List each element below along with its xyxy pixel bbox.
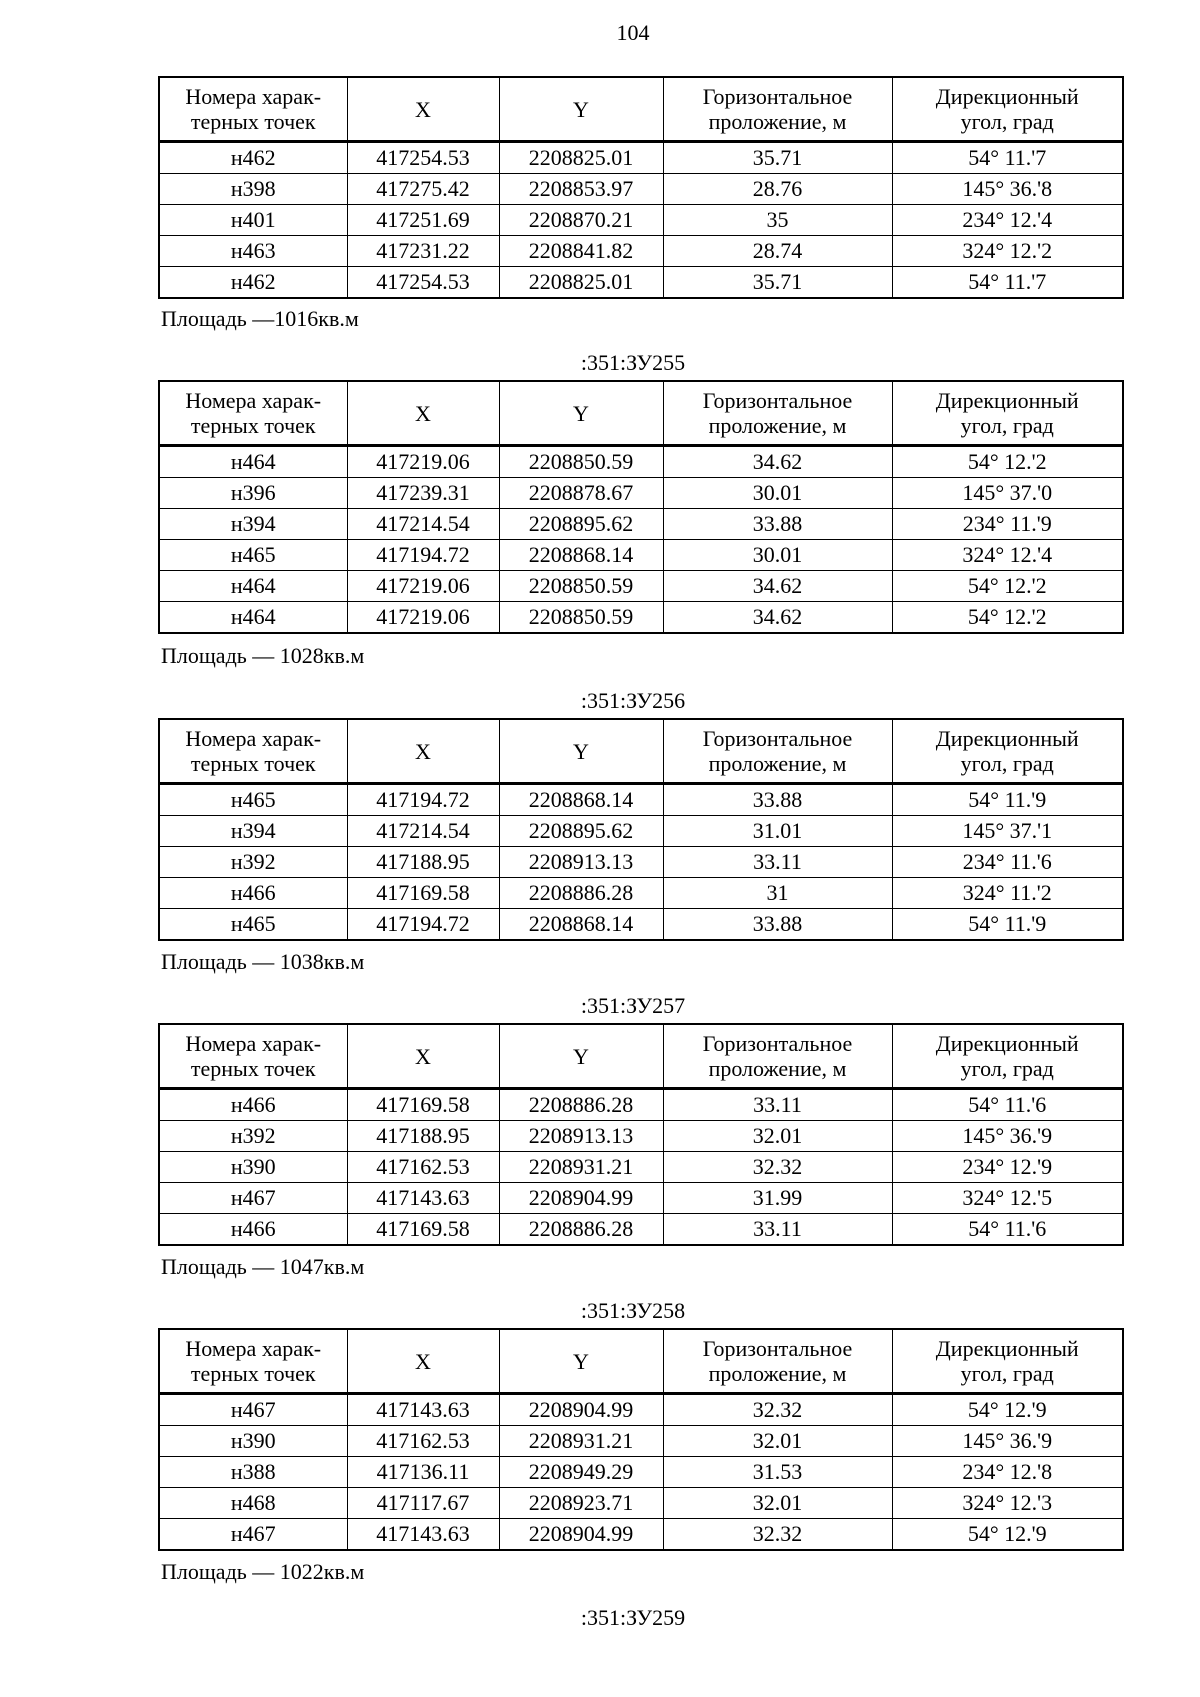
angle-cell: 54° 11.'6 — [892, 1089, 1123, 1121]
x-cell: 417239.31 — [347, 478, 499, 509]
point-id-cell: н396 — [159, 478, 347, 509]
y-cell: 2208850.59 — [499, 602, 663, 634]
angle-cell: 54° 11.'6 — [892, 1214, 1123, 1246]
header-x: X — [347, 381, 499, 446]
distance-cell: 28.74 — [663, 236, 892, 267]
header-points: Номера харак- терных точек — [159, 77, 347, 142]
header-row — [159, 381, 1123, 446]
angle-cell: 145° 37.'0 — [892, 478, 1123, 509]
coordinates-table — [158, 718, 1124, 941]
x-cell: 417214.54 — [347, 509, 499, 540]
x-cell: 417188.95 — [347, 847, 499, 878]
coordinates-table — [158, 76, 1124, 299]
header-row — [159, 1329, 1123, 1394]
header-row — [159, 77, 1123, 142]
point-id-cell: н467 — [159, 1519, 347, 1551]
coordinates-table — [158, 380, 1124, 634]
x-cell: 417251.69 — [347, 205, 499, 236]
table-row — [159, 602, 1123, 634]
y-cell: 2208850.59 — [499, 446, 663, 478]
angle-cell: 234° 12.'9 — [892, 1152, 1123, 1183]
angle-cell: 145° 37.'1 — [892, 816, 1123, 847]
header-distance: Горизонтальное проложение, м — [663, 719, 892, 784]
y-cell: 2208923.71 — [499, 1488, 663, 1519]
x-cell: 417136.11 — [347, 1457, 499, 1488]
table-row — [159, 784, 1123, 816]
point-id-cell: н388 — [159, 1457, 347, 1488]
header-y: Y — [499, 1024, 663, 1089]
point-id-cell: н467 — [159, 1183, 347, 1214]
y-cell: 2208850.59 — [499, 571, 663, 602]
coordinates-table — [158, 1023, 1124, 1246]
distance-cell: 30.01 — [663, 540, 892, 571]
x-cell: 417254.53 — [347, 142, 499, 174]
angle-cell: 54° 11.'9 — [892, 909, 1123, 941]
distance-cell: 33.11 — [663, 1214, 892, 1246]
x-cell: 417219.06 — [347, 602, 499, 634]
distance-cell: 33.88 — [663, 784, 892, 816]
x-cell: 417194.72 — [347, 784, 499, 816]
area-label: Площадь —1016кв.м — [161, 306, 359, 331]
plot-title: :351:ЗУ255 — [580, 350, 686, 375]
header-angle: Дирекционный угол, град — [892, 77, 1123, 142]
page-number: 104 — [616, 20, 650, 45]
point-id-cell: н462 — [159, 267, 347, 299]
header-x: X — [347, 1329, 499, 1394]
table-row — [159, 236, 1123, 267]
x-cell: 417275.42 — [347, 174, 499, 205]
y-cell: 2208825.01 — [499, 142, 663, 174]
x-cell: 417214.54 — [347, 816, 499, 847]
angle-cell: 54° 12.'2 — [892, 446, 1123, 478]
point-id-cell: н466 — [159, 878, 347, 909]
table-row — [159, 1214, 1123, 1246]
point-id-cell: н463 — [159, 236, 347, 267]
x-cell: 417143.63 — [347, 1183, 499, 1214]
header-distance: Горизонтальное проложение, м — [663, 1329, 892, 1394]
x-cell: 417194.72 — [347, 540, 499, 571]
y-cell: 2208931.21 — [499, 1426, 663, 1457]
angle-cell: 234° 11.'6 — [892, 847, 1123, 878]
y-cell: 2208886.28 — [499, 1089, 663, 1121]
x-cell: 417194.72 — [347, 909, 499, 941]
table-row — [159, 509, 1123, 540]
coords-section — [158, 76, 1122, 299]
angle-cell: 324° 12.'3 — [892, 1488, 1123, 1519]
point-id-cell: н468 — [159, 1488, 347, 1519]
table-row — [159, 540, 1123, 571]
point-id-cell: н390 — [159, 1152, 347, 1183]
header-x: X — [347, 1024, 499, 1089]
y-cell: 2208895.62 — [499, 509, 663, 540]
table-row — [159, 142, 1123, 174]
y-cell: 2208870.21 — [499, 205, 663, 236]
point-id-cell: н465 — [159, 784, 347, 816]
y-cell: 2208886.28 — [499, 878, 663, 909]
distance-cell: 33.88 — [663, 509, 892, 540]
table-row — [159, 1457, 1123, 1488]
x-cell: 417188.95 — [347, 1121, 499, 1152]
angle-cell: 324° 12.'4 — [892, 540, 1123, 571]
x-cell: 417117.67 — [347, 1488, 499, 1519]
x-cell: 417162.53 — [347, 1426, 499, 1457]
angle-cell: 234° 12.'8 — [892, 1457, 1123, 1488]
distance-cell: 34.62 — [663, 446, 892, 478]
table-row — [159, 1394, 1123, 1426]
header-y: Y — [499, 77, 663, 142]
distance-cell: 32.01 — [663, 1121, 892, 1152]
table-row — [159, 446, 1123, 478]
distance-cell: 33.88 — [663, 909, 892, 941]
point-id-cell: н390 — [159, 1426, 347, 1457]
header-angle: Дирекционный угол, град — [892, 719, 1123, 784]
point-id-cell: н401 — [159, 205, 347, 236]
area-label: Площадь — 1038кв.м — [161, 949, 365, 974]
distance-cell: 33.11 — [663, 847, 892, 878]
table-row — [159, 571, 1123, 602]
header-x: X — [347, 719, 499, 784]
point-id-cell: н392 — [159, 1121, 347, 1152]
angle-cell: 54° 11.'7 — [892, 267, 1123, 299]
table-row — [159, 816, 1123, 847]
coords-section — [158, 1023, 1122, 1246]
table-row — [159, 174, 1123, 205]
point-id-cell: н464 — [159, 446, 347, 478]
table-row — [159, 909, 1123, 941]
angle-cell: 145° 36.'9 — [892, 1121, 1123, 1152]
x-cell: 417219.06 — [347, 571, 499, 602]
angle-cell: 54° 12.'2 — [892, 571, 1123, 602]
y-cell: 2208825.01 — [499, 267, 663, 299]
distance-cell: 32.01 — [663, 1488, 892, 1519]
table-row — [159, 1519, 1123, 1551]
header-y: Y — [499, 381, 663, 446]
plot-title: :351:ЗУ256 — [580, 688, 686, 713]
point-id-cell: н464 — [159, 571, 347, 602]
y-cell: 2208913.13 — [499, 1121, 663, 1152]
point-id-cell: н394 — [159, 509, 347, 540]
y-cell: 2208895.62 — [499, 816, 663, 847]
header-angle: Дирекционный угол, град — [892, 1329, 1123, 1394]
angle-cell: 324° 11.'2 — [892, 878, 1123, 909]
y-cell: 2208886.28 — [499, 1214, 663, 1246]
x-cell: 417231.22 — [347, 236, 499, 267]
y-cell: 2208904.99 — [499, 1394, 663, 1426]
area-label: Площадь — 1047кв.м — [161, 1254, 365, 1279]
area-label: Площадь — 1022кв.м — [161, 1559, 365, 1584]
distance-cell: 31.01 — [663, 816, 892, 847]
point-id-cell: н465 — [159, 540, 347, 571]
header-angle: Дирекционный угол, град — [892, 381, 1123, 446]
point-id-cell: н464 — [159, 602, 347, 634]
header-row — [159, 1024, 1123, 1089]
plot-title: :351:ЗУ259 — [580, 1605, 686, 1630]
point-id-cell: н392 — [159, 847, 347, 878]
header-distance: Горизонтальное проложение, м — [663, 381, 892, 446]
coords-section — [158, 718, 1122, 941]
point-id-cell: н467 — [159, 1394, 347, 1426]
x-cell: 417254.53 — [347, 267, 499, 299]
y-cell: 2208868.14 — [499, 784, 663, 816]
angle-cell: 54° 12.'2 — [892, 602, 1123, 634]
x-cell: 417169.58 — [347, 1214, 499, 1246]
table-row — [159, 1488, 1123, 1519]
table-row — [159, 478, 1123, 509]
angle-cell: 54° 12.'9 — [892, 1394, 1123, 1426]
distance-cell: 31.53 — [663, 1457, 892, 1488]
table-row — [159, 1121, 1123, 1152]
angle-cell: 234° 11.'9 — [892, 509, 1123, 540]
table-row — [159, 1089, 1123, 1121]
angle-cell: 145° 36.'8 — [892, 174, 1123, 205]
distance-cell: 32.32 — [663, 1394, 892, 1426]
table-row — [159, 1183, 1123, 1214]
header-points: Номера харак- терных точек — [159, 1024, 347, 1089]
distance-cell: 35.71 — [663, 267, 892, 299]
y-cell: 2208868.14 — [499, 540, 663, 571]
table-row — [159, 1152, 1123, 1183]
distance-cell: 32.32 — [663, 1152, 892, 1183]
header-x: X — [347, 77, 499, 142]
angle-cell: 324° 12.'5 — [892, 1183, 1123, 1214]
point-id-cell: н462 — [159, 142, 347, 174]
x-cell: 417219.06 — [347, 446, 499, 478]
point-id-cell: н465 — [159, 909, 347, 941]
header-angle: Дирекционный угол, град — [892, 1024, 1123, 1089]
y-cell: 2208904.99 — [499, 1183, 663, 1214]
table-row — [159, 267, 1123, 299]
distance-cell: 34.62 — [663, 602, 892, 634]
header-distance: Горизонтальное проложение, м — [663, 1024, 892, 1089]
plot-title: :351:ЗУ258 — [580, 1298, 686, 1323]
distance-cell: 32.01 — [663, 1426, 892, 1457]
x-cell: 417169.58 — [347, 878, 499, 909]
header-points: Номера харак- терных точек — [159, 1329, 347, 1394]
distance-cell: 31.99 — [663, 1183, 892, 1214]
distance-cell: 32.32 — [663, 1519, 892, 1551]
distance-cell: 35.71 — [663, 142, 892, 174]
table-row — [159, 847, 1123, 878]
x-cell: 417143.63 — [347, 1519, 499, 1551]
y-cell: 2208853.97 — [499, 174, 663, 205]
angle-cell: 324° 12.'2 — [892, 236, 1123, 267]
area-label: Площадь — 1028кв.м — [161, 643, 365, 668]
y-cell: 2208841.82 — [499, 236, 663, 267]
x-cell: 417143.63 — [347, 1394, 499, 1426]
header-points: Номера харак- терных точек — [159, 381, 347, 446]
distance-cell: 31 — [663, 878, 892, 909]
y-cell: 2208949.29 — [499, 1457, 663, 1488]
angle-cell: 145° 36.'9 — [892, 1426, 1123, 1457]
table-row — [159, 878, 1123, 909]
distance-cell: 33.11 — [663, 1089, 892, 1121]
angle-cell: 54° 11.'7 — [892, 142, 1123, 174]
y-cell: 2208931.21 — [499, 1152, 663, 1183]
coords-section — [158, 1328, 1122, 1551]
y-cell: 2208878.67 — [499, 478, 663, 509]
header-distance: Горизонтальное проложение, м — [663, 77, 892, 142]
y-cell: 2208868.14 — [499, 909, 663, 941]
x-cell: 417169.58 — [347, 1089, 499, 1121]
angle-cell: 234° 12.'4 — [892, 205, 1123, 236]
header-points: Номера харак- терных точек — [159, 719, 347, 784]
plot-title: :351:ЗУ257 — [580, 993, 686, 1018]
y-cell: 2208913.13 — [499, 847, 663, 878]
distance-cell: 30.01 — [663, 478, 892, 509]
coords-section — [158, 380, 1122, 634]
distance-cell: 28.76 — [663, 174, 892, 205]
header-y: Y — [499, 719, 663, 784]
header-y: Y — [499, 1329, 663, 1394]
angle-cell: 54° 12.'9 — [892, 1519, 1123, 1551]
header-row — [159, 719, 1123, 784]
angle-cell: 54° 11.'9 — [892, 784, 1123, 816]
table-row — [159, 205, 1123, 236]
point-id-cell: н398 — [159, 174, 347, 205]
coordinates-table — [158, 1328, 1124, 1551]
point-id-cell: н394 — [159, 816, 347, 847]
distance-cell: 35 — [663, 205, 892, 236]
x-cell: 417162.53 — [347, 1152, 499, 1183]
distance-cell: 34.62 — [663, 571, 892, 602]
y-cell: 2208904.99 — [499, 1519, 663, 1551]
point-id-cell: н466 — [159, 1089, 347, 1121]
point-id-cell: н466 — [159, 1214, 347, 1246]
table-row — [159, 1426, 1123, 1457]
